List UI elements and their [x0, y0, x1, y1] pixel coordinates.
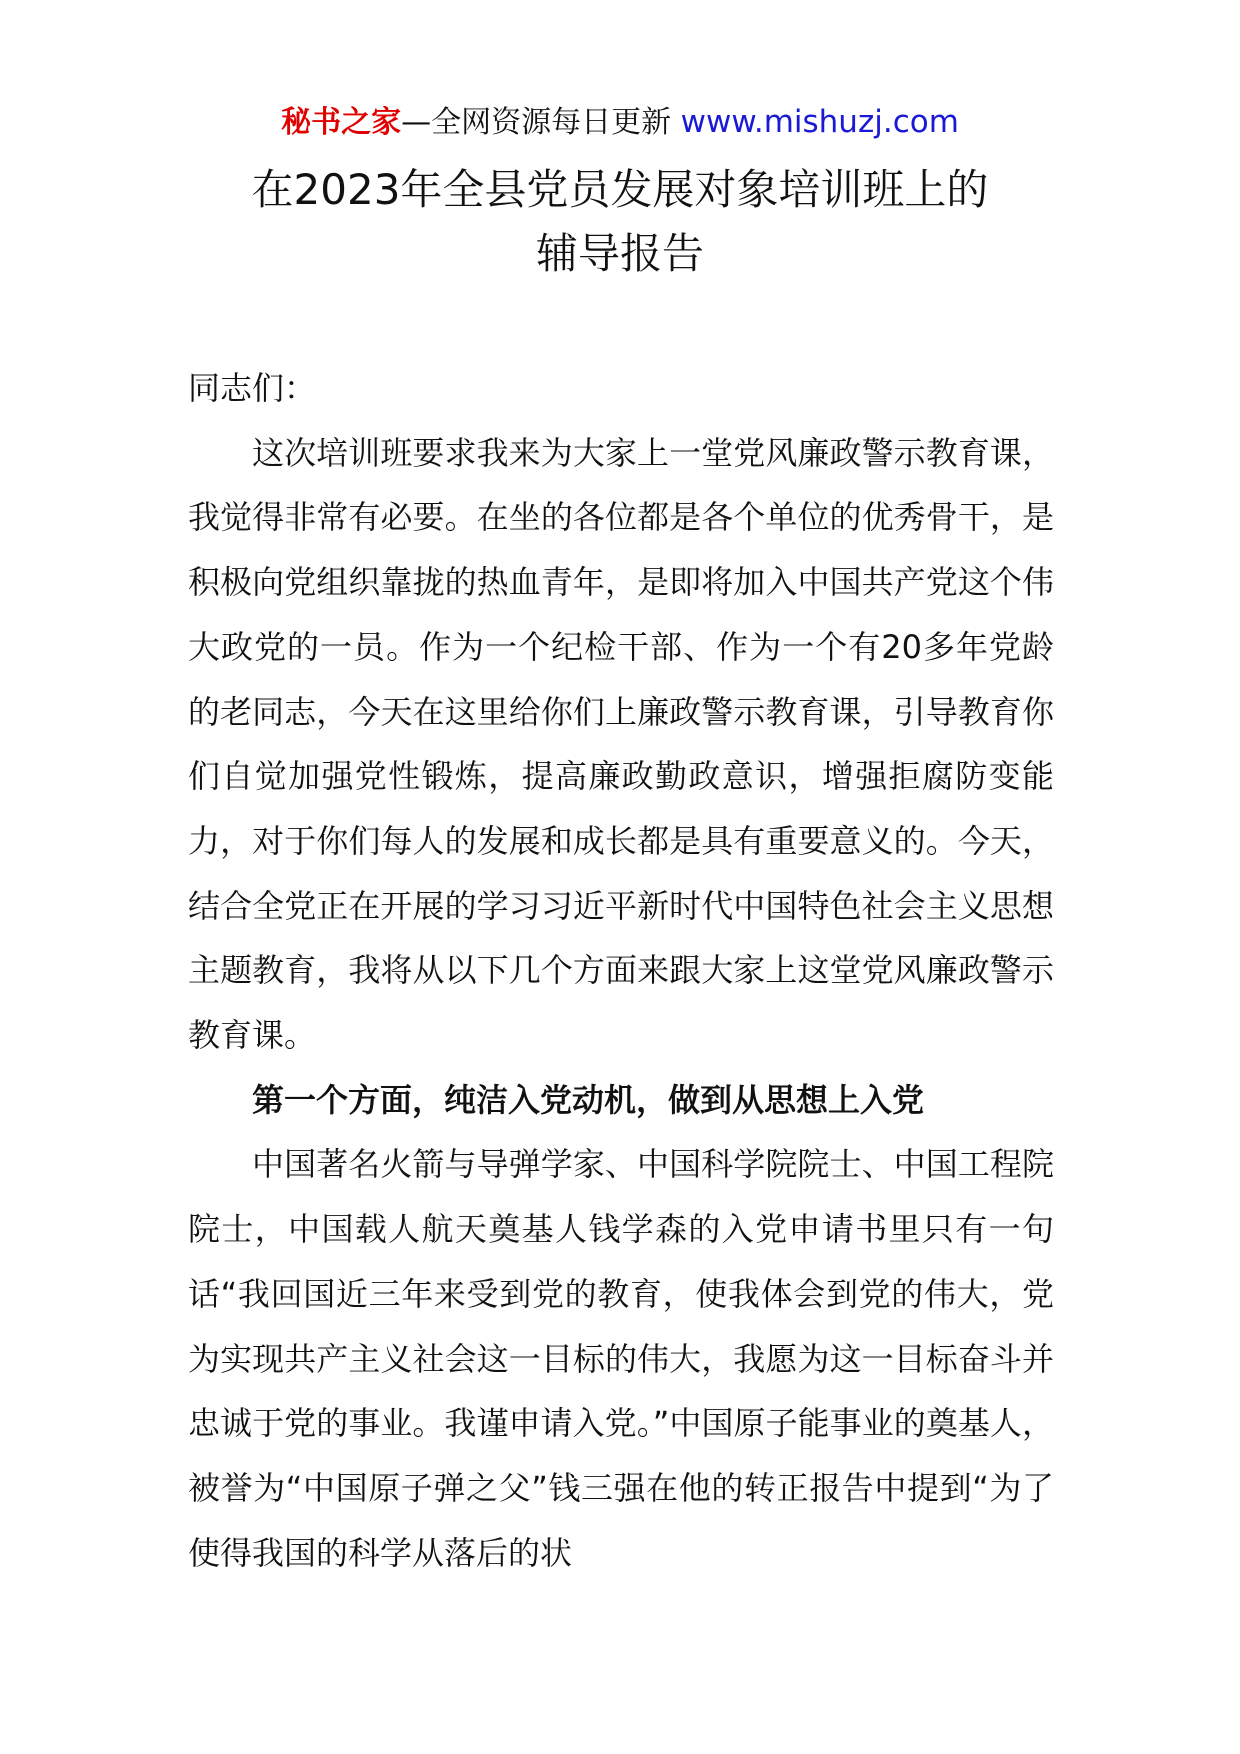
paragraph: 这次培训班要求我来为大家上一堂党风廉政警示教育课，我觉得非常有必要。在坐的各位都是各个单位的优秀骨干，是积极向党组织靠拢的热血青年，是即将加入中国共产党这个伟大政党的一员。作为一个纪检干部、作为一个有20多年党龄的老同志，今天在这里给你们上廉政警示教育课，引导教育你们自觉加强党性锻炼，提高廉政勤政意识，增强拒腐防变能力，对于你们每人的发展和成长都是具有重要意义的。今天，结合全党正在开展的学习习近平新时代中国特色社会主义思想主题教育，我将从以下几个方面来跟大家上这堂党风廉政警示教育课。 — [188, 433, 1054, 1055]
site-url-link[interactable]: www.mishuzj.com — [680, 104, 959, 140]
title-line-1: 在2023年全县党员发展对象培训班上的 — [251, 165, 989, 214]
title-line-2: 辅导报告 — [535, 229, 704, 278]
document-title — [0, 158, 1240, 286]
section-heading: 第一个方面，纯洁入党动机，做到从思想上入党 — [252, 1080, 925, 1119]
site-header — [0, 100, 1240, 145]
greeting: 同志们： — [188, 369, 317, 407]
paragraph: 中国著名火箭与导弹学家、中国科学院院士、中国工程院院士，中国载人航天奠基人钱学森的入党申请书里只有一句话“我回国近三年来受到党的教育，使我体会到党的伟大，党为实现共产主义社会这一目标的伟大，我愿为这一目标奋斗并忠诚于党的事业。我谨申请入党。”中国原子能事业的奠基人，被誉为“中国原子弹之父”钱三强在他的转正报告中提到“为了使得我国的科学从落后的状 — [188, 1145, 1054, 1572]
header-slogan: —全网资源每日更新 — [401, 105, 681, 140]
document-body — [188, 356, 1054, 1585]
brand-name: 秘书之家 — [281, 105, 402, 140]
